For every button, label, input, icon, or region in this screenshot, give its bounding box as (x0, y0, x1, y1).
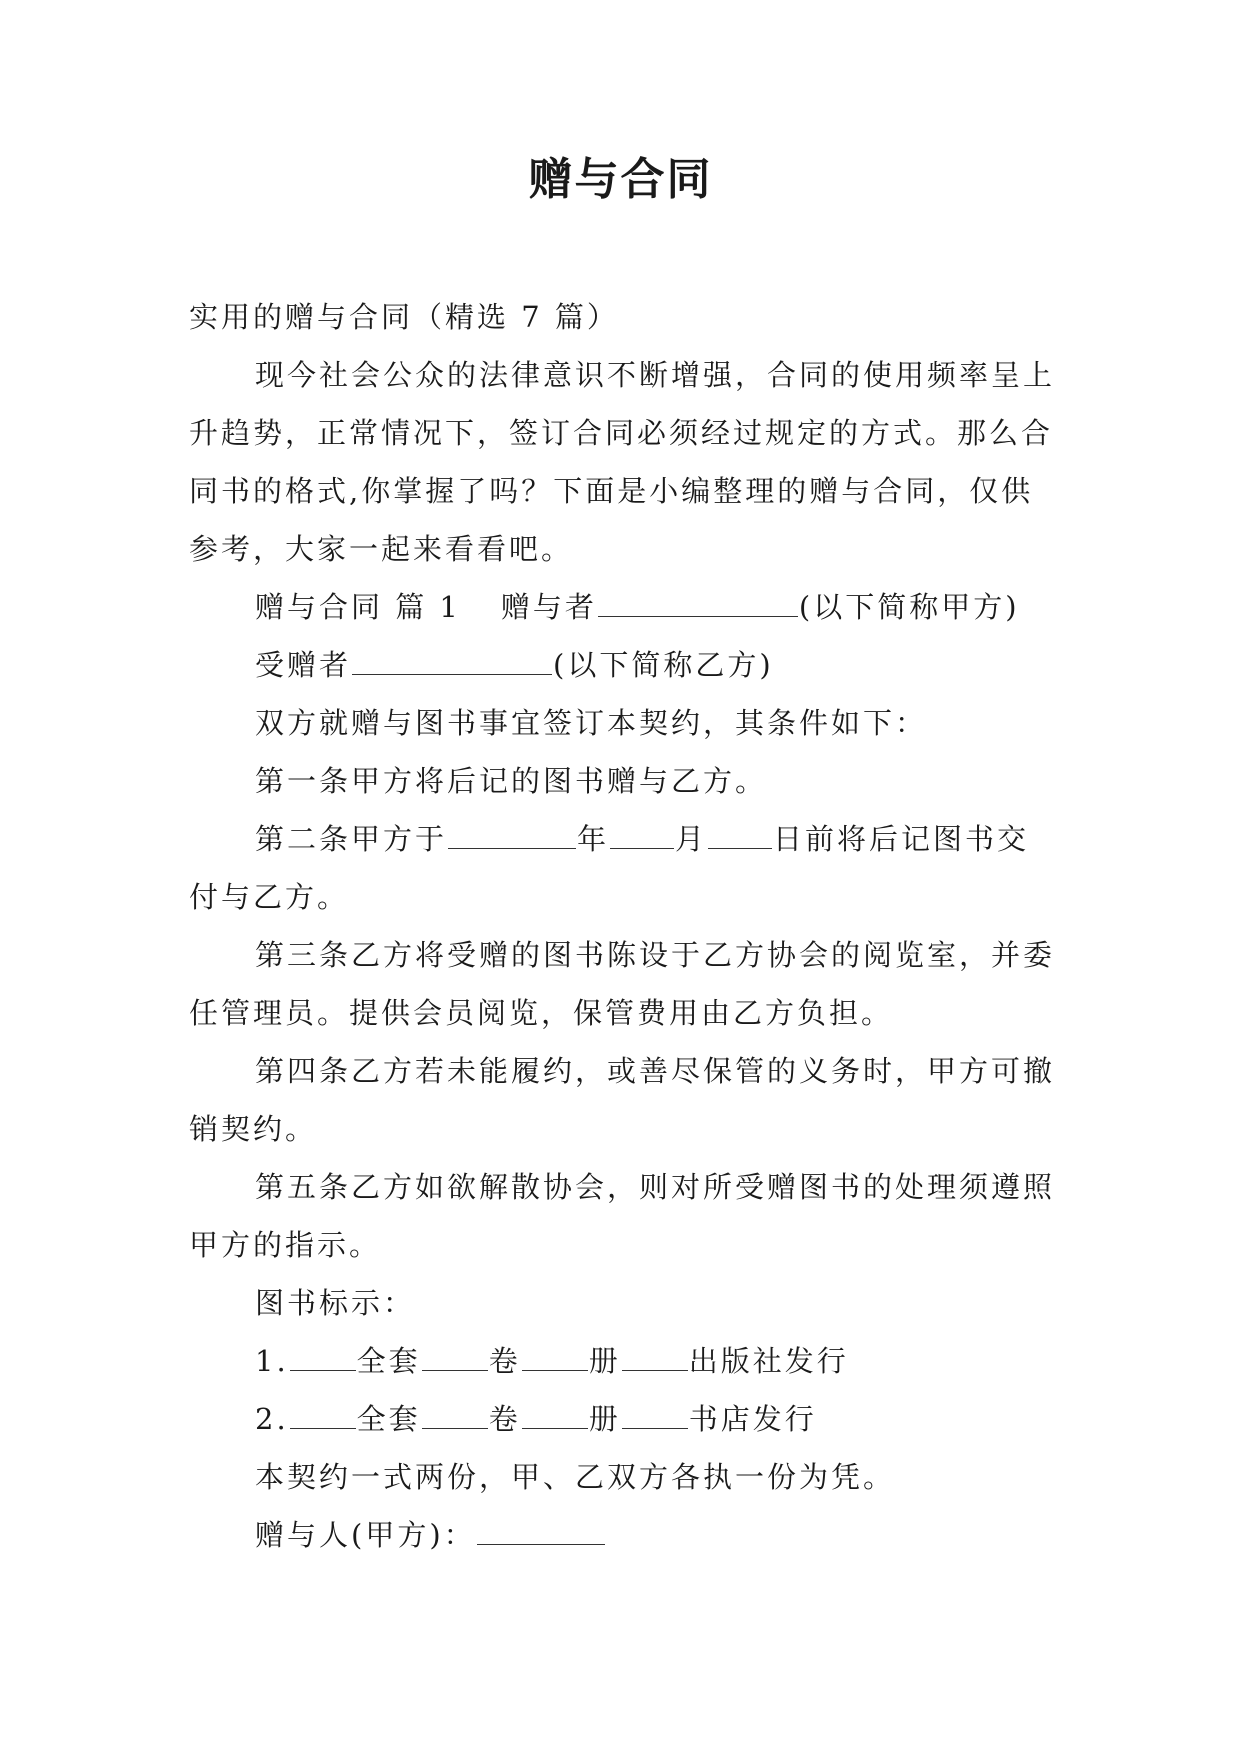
book-1-volume-blank (522, 1340, 588, 1371)
donee-label: 受赠者 (255, 648, 352, 682)
article-5: 第五条乙方如欲解散协会，则对所受赠图书的处理须遵照甲方的指示。 (189, 1170, 1056, 1262)
book-2-volume: 卷 (488, 1402, 521, 1436)
year-blank (448, 818, 576, 849)
signature-blank (477, 1514, 605, 1545)
donee-blank (352, 644, 552, 675)
donor-line (189, 578, 1055, 636)
month-blank (610, 818, 674, 849)
agreement-intro: 双方就赠与图书事宜签订本契约，其条件如下： (255, 706, 928, 740)
book-1-book: 册 (588, 1344, 621, 1378)
book-2-title-blank (290, 1398, 356, 1429)
book-1-num: 1. (255, 1344, 289, 1378)
day-blank (708, 818, 772, 849)
book-1-title-blank (290, 1340, 356, 1371)
copies-line: 本契约一式两份，甲、乙双方各执一份为凭。 (255, 1460, 896, 1494)
book-2-set-blank (422, 1398, 488, 1429)
books-label: 图书标示： (255, 1286, 416, 1320)
article-2 (189, 810, 1055, 926)
article-2-prefix: 第二条甲方于 (255, 822, 448, 856)
book-1-set: 全套 (356, 1344, 421, 1378)
book-1-publisher: 出版社发行 (688, 1344, 849, 1378)
book-2-set: 全套 (356, 1402, 421, 1436)
book-1-set-blank (422, 1340, 488, 1371)
book-2-volume-blank (522, 1398, 588, 1429)
donor-blank (598, 586, 798, 617)
intro-paragraph: 现今社会公众的法律意识不断增强，合同的使用频率呈上升趋势，正常情况下，签订合同必须经过规定的方式。那么合同书的格式,你掌握了吗？下面是小编整理的赠与合同，仅供参考，大家一起来看看吧。 (189, 358, 1056, 566)
year-label: 年 (577, 822, 610, 856)
section-heading: 赠与合同 篇 1 (255, 590, 461, 624)
donor-label: 赠与者 (500, 590, 597, 624)
signature-label: 赠与人(甲方)： (255, 1518, 476, 1552)
subtitle: 实用的赠与合同（精选 7 篇） (189, 300, 619, 334)
book-2-book: 册 (588, 1402, 621, 1436)
book-2-num: 2. (255, 1402, 289, 1436)
donee-suffix: (以下简称乙方) (553, 648, 774, 682)
document-title: 赠与合同 (528, 154, 713, 205)
article-3: 第三条乙方将受赠的图书陈设于乙方协会的阅览室，并委任管理员。提供会员阅览，保管费用由乙方负担。 (189, 938, 1056, 1030)
book-line-2 (189, 1390, 1055, 1448)
book-line-1 (189, 1332, 1055, 1390)
book-2-publisher-blank (622, 1398, 688, 1429)
article-4: 第四条乙方若未能履约，或善尽保管的义务时，甲方可撤销契约。 (189, 1054, 1056, 1146)
book-1-publisher-blank (622, 1340, 688, 1371)
article-1: 第一条甲方将后记的图书赠与乙方。 (255, 764, 768, 798)
document-body (189, 288, 1055, 1564)
book-2-publisher: 书店发行 (688, 1402, 817, 1436)
book-1-volume: 卷 (488, 1344, 521, 1378)
article-2-suffix: 日前将后记图书交付与乙方。 (189, 822, 1030, 914)
donee-line (189, 636, 1055, 694)
signature-line (189, 1506, 1055, 1564)
donor-suffix: (以下简称甲方) (798, 590, 1020, 624)
month-label: 月 (675, 822, 708, 856)
